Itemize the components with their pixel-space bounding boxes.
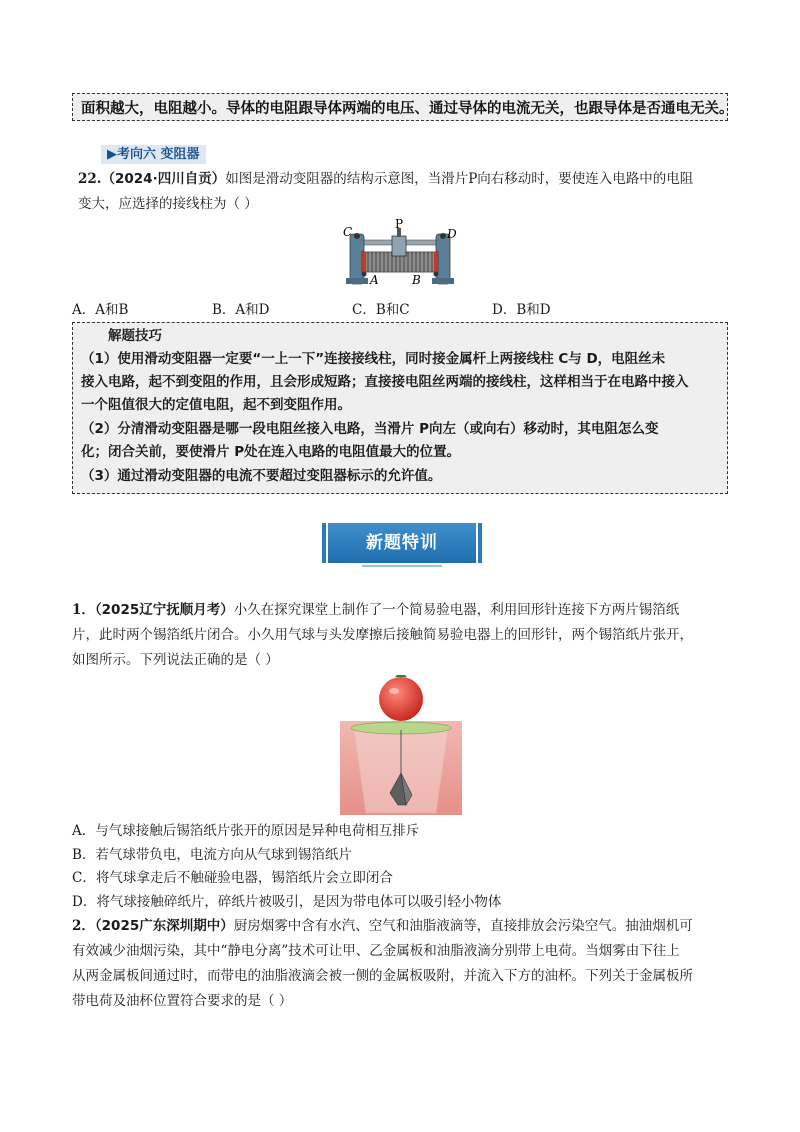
tips-line: 接入电路，起不到变阻的作用，且会形成短路；直接接电阻丝两端的接线柱，这样相当于在电路中接入 — [81, 374, 689, 390]
question-source: （2024·四川自贡） — [101, 171, 226, 187]
tips-line: （1）使用滑动变阻器一定要“一上一下”连接接线柱，同时接金属杆上两接线柱 C与 D，电阻丝未 — [81, 351, 666, 367]
label-p: P — [395, 218, 404, 231]
summary-text: 面积越大，电阻越小。导体的电阻跟导体两端的电压、通过导体的电流无关，也跟导体是否通电无关。 — [81, 101, 734, 117]
question-source: （2025辽宁抚顺月考） — [94, 602, 234, 618]
summary-box — [72, 93, 734, 121]
tips-line: 一个阻值很大的定值电阻，起不到变阻作用。 — [81, 397, 351, 413]
banner-underline — [362, 565, 442, 567]
label-c: C — [343, 225, 353, 239]
option-b: B．若气球带负电，电流方向从气球到锡箔纸片 — [72, 846, 352, 863]
tips-line: 化；闭合关前，要使滑片 P处在连入电路的电阻值最大的位置。 — [81, 444, 461, 460]
question-text-line: 片，此时两个锡箔纸片闭合。小久用气球与头发摩擦后接触简易验电器上的回形针，两个锡箔纸片张开， — [72, 627, 693, 643]
label-b: B — [412, 273, 421, 287]
question-text-line: 如图是滑动变阻器的结构示意图，当滑片P向右移动时，要使连入电路中的电阻 — [225, 171, 694, 187]
question-number: 22. — [78, 171, 102, 187]
question-1 — [72, 598, 722, 673]
question-text-line: 从两金属板间通过时，而带电的油脂液滴会被一侧的金属板吸附，并流入下方的油杯。下列关于金属板所 — [72, 968, 693, 984]
section-banner — [322, 519, 482, 567]
question-22 — [78, 167, 728, 217]
rheostat-figure — [340, 218, 460, 290]
tips-line: （3）通过滑动变阻器的电流不要超过变阻器标示的允许值。 — [81, 468, 442, 484]
option-a: A．A和B — [72, 302, 129, 318]
label-d: D — [447, 227, 457, 241]
q1-options — [72, 820, 501, 914]
question-text-line: 厨房烟雾中含有水汽、空气和油脂液滴等，直接排放会污染空气。抽油烟机可 — [233, 918, 693, 934]
option-c: C．将气球拿走后不触碰验电器，锡箔纸片会立即闭合 — [72, 870, 393, 886]
tips-box — [72, 322, 728, 494]
option-a: A．与气球接触后锡箔纸片张开的原因是异种电荷相互排斥 — [72, 823, 420, 839]
question-text-line: 变大，应选择的接线柱为（ ） — [78, 196, 258, 212]
question-text-line: 如图所示。下列说法正确的是（ ） — [72, 652, 279, 668]
question-text-line: 小久在探究课堂上制作了一个简易验电器，利用回形针连接下方两片锡箔纸 — [233, 602, 680, 618]
question-2 — [72, 914, 722, 1014]
question-number: 2． — [72, 918, 95, 934]
question-number: 1． — [72, 602, 95, 618]
label-a: A — [370, 273, 379, 287]
q22-options — [72, 298, 732, 318]
electroscope-photo — [340, 675, 462, 815]
banner-title: 新题特训 — [328, 523, 476, 563]
question-source: （2025广东深圳期中） — [94, 918, 234, 934]
option-d: D．将气球接触碎纸片，碎纸片被吸引，是因为带电体可以吸引轻小物体 — [72, 893, 502, 910]
banner-left-bar — [322, 523, 326, 563]
tips-line: （2）分清滑动变阻器是哪一段电阻丝接入电路，当滑片 P向左（或向右）移动时，其电阻怎么变 — [81, 421, 659, 437]
tips-title: 解题技巧 — [108, 328, 162, 344]
banner-right-bar — [478, 523, 482, 563]
question-text-line: 有效减少油烟污染，其中“静电分离”技术可让甲、乙金属板和油脂液滴分别带上电荷。当烟雾由下往上 — [72, 943, 680, 959]
option-d: D．B和D — [492, 302, 551, 318]
option-c: C．B和C — [352, 302, 410, 318]
section-tag: ▶考向六 变阻器 — [101, 145, 206, 164]
question-text-line: 带电荷及油杯位置符合要求的是（ ） — [72, 993, 293, 1009]
option-b: B．A和D — [212, 302, 270, 318]
